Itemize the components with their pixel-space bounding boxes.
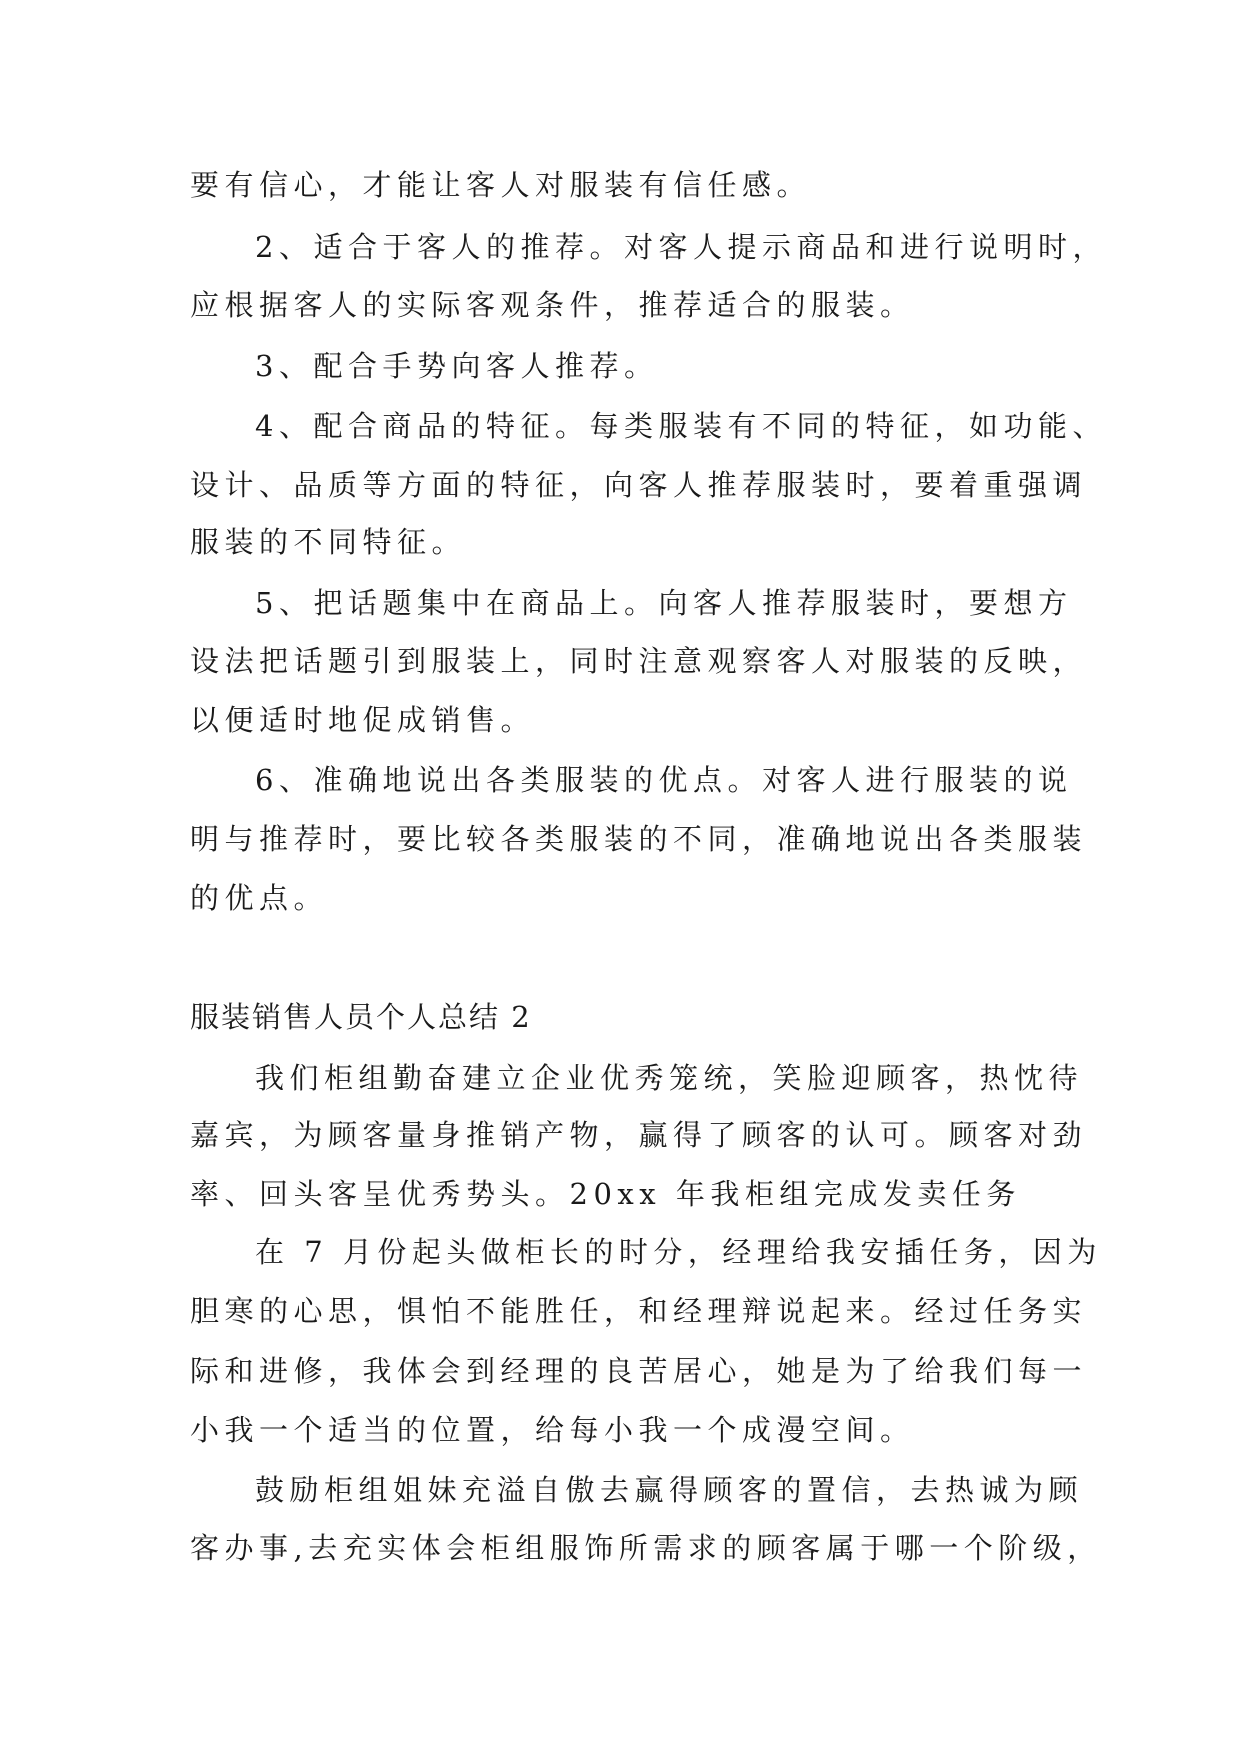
paragraph-line: 的优点。 (190, 881, 329, 915)
paragraph-line: 应根据客人的实际客观条件，推荐适合的服装。 (190, 288, 915, 322)
paragraph-line: 胆寒的心思，惧怕不能胜任，和经理辩说起来。经过任务实 (190, 1294, 1088, 1328)
paragraph-line: 际和进修，我体会到经理的良苦居心，她是为了给我们每一 (190, 1354, 1088, 1388)
paragraph-line: 设法把话题引到服装上，同时注意观察客人对服装的反映， (190, 644, 1088, 678)
paragraph-line: 小我一个适当的位置，给每小我一个成漫空间。 (190, 1413, 915, 1447)
paragraph-line: 我们柜组勤奋建立企业优秀笼统，笑脸迎顾客，热忱待 (255, 1061, 1084, 1095)
paragraph-line: 设计、品质等方面的特征，向客人推荐服装时，要着重强调 (190, 468, 1088, 502)
paragraph-line: 4、配合商品的特征。每类服装有不同的特征，如功能、 (255, 409, 1107, 443)
paragraph-line: 要有信心，才能让客人对服装有信任感。 (190, 168, 812, 202)
paragraph-line: 3、配合手势向客人推荐。 (255, 349, 659, 383)
section-heading: 服装销售人员个人总结 2 (190, 1000, 532, 1034)
paragraph-line: 5、把话题集中在商品上。向客人推荐服装时，要想方 (255, 586, 1073, 620)
paragraph-line: 在 7 月份起头做柜长的时分，经理给我安插任务，因为 (255, 1235, 1102, 1269)
paragraph-line: 嘉宾，为顾客量身推销产物，赢得了顾客的认可。顾客对劲 (190, 1118, 1088, 1152)
paragraph-line: 2、适合于客人的推荐。对客人提示商品和进行说明时， (255, 230, 1107, 264)
paragraph-line: 服装的不同特征。 (190, 525, 467, 559)
paragraph-line: 以便适时地促成销售。 (190, 703, 536, 737)
paragraph-line: 明与推荐时，要比较各类服装的不同，准确地说出各类服装 (190, 822, 1088, 856)
paragraph-line: 率、回头客呈优秀势头。20xx 年我柜组完成发卖任务 (190, 1177, 1021, 1211)
paragraph-line: 6、准确地说出各类服装的优点。对客人进行服装的说 (255, 763, 1073, 797)
paragraph-line: 客办事,去充实体会柜组服饰所需求的顾客属于哪一个阶级， (190, 1531, 1102, 1565)
paragraph-line: 鼓励柜组姐妹充溢自傲去赢得顾客的置信，去热诚为顾 (255, 1473, 1084, 1507)
